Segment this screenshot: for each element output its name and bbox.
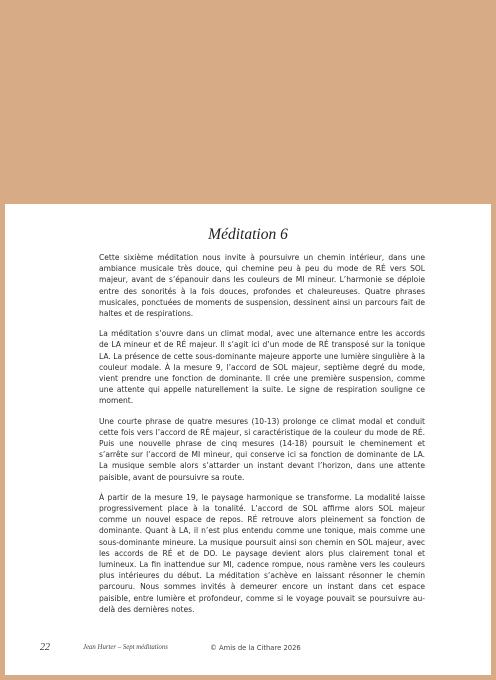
paragraph: Cette sixième méditation nous invite à poursuivre un chemin intérieur, dans une ambiance musicale très douce, qui chemine peu à peu du mode de RÉ vers SOL majeur, avant de s’épanouir dans les couleurs de MI mineur. L’harmonie se déploie entre des sonorités à la fois douces, profondes et chaleureuses. Quatre phrases musicales, ponctuées de moments de suspension, dessinent ainsi un parcours fait de haltes et de respirations. — [99, 253, 425, 319]
body-text — [99, 252, 425, 624]
page-title: Méditation 6 — [208, 226, 288, 243]
document-page — [5, 204, 491, 675]
paragraph: À partir de la mesure 19, le paysage harmonique se transforme. La modalité laisse progressivement place à la tonalité. L’accord de SOL affirme alors SOL majeur comme un nouvel espace de repos. RÉ retrouve alors pleinement sa fonction de dominante. Quant à LA, il n’est plus entendu comme une tonique, mais comme une sous-dominante mineure. La musique poursuit ainsi son chemin en SOL majeur, avec les accords de RÉ et de DO. Le paysage devient alors plus clairement tonal et lumineux. La fin inattendue sur MI, cadence rompue, nous ramène vers les couleurs plus intérieures du début. La méditation s’achève en laissant résonner le chemin parcouru. Nous sommes invités à demeurer encore un instant dans cet espace paisible, entre lumière et profondeur, comme si le voyage pouvait se poursuivre au-delà des dernières notes. — [99, 492, 425, 614]
paragraph: Une courte phrase de quatre mesures (10-13) prolonge ce climat modal et conduit cette fois vers l’accord de RÉ majeur, si caractéristique de la couleur du mode de RÉ. Puis une nouvelle phrase de cinq mesures (14-18) poursuit le cheminement et s’arrête sur l’accord de MI mineur, qui conserve ici sa fonction de dominante de LA. La musique semble alors s’attarder un instant devant l’horizon, dans une attente paisible, avant de poursuivre sa route. — [99, 416, 425, 482]
decorative-header-band — [0, 0, 496, 204]
paragraph: La méditation s’ouvre dans un climat modal, avec une alternance entre les accords de LA mineur et de RÉ majeur. Il s’agit ici d’un mode de RÉ transposé sur la tonique LA. La présence de cette sous-dominante majeure apporte une lumière singulière à la couleur modale. À la mesure 9, l’accord de SOL majeur, septième degré du mode, vient prendre une fonction de dominante. Il crée une première suspension, comme une attente qui appelle naturellement la suite. Le signe de respiration souligne ce moment. — [99, 329, 425, 406]
page-number: 22 — [40, 642, 50, 653]
page-footer — [5, 642, 491, 656]
footer-copyright: © Amis de la Cithare 2026 — [210, 644, 301, 652]
footer-author: Jean Hurter – Sept méditations — [83, 644, 168, 651]
